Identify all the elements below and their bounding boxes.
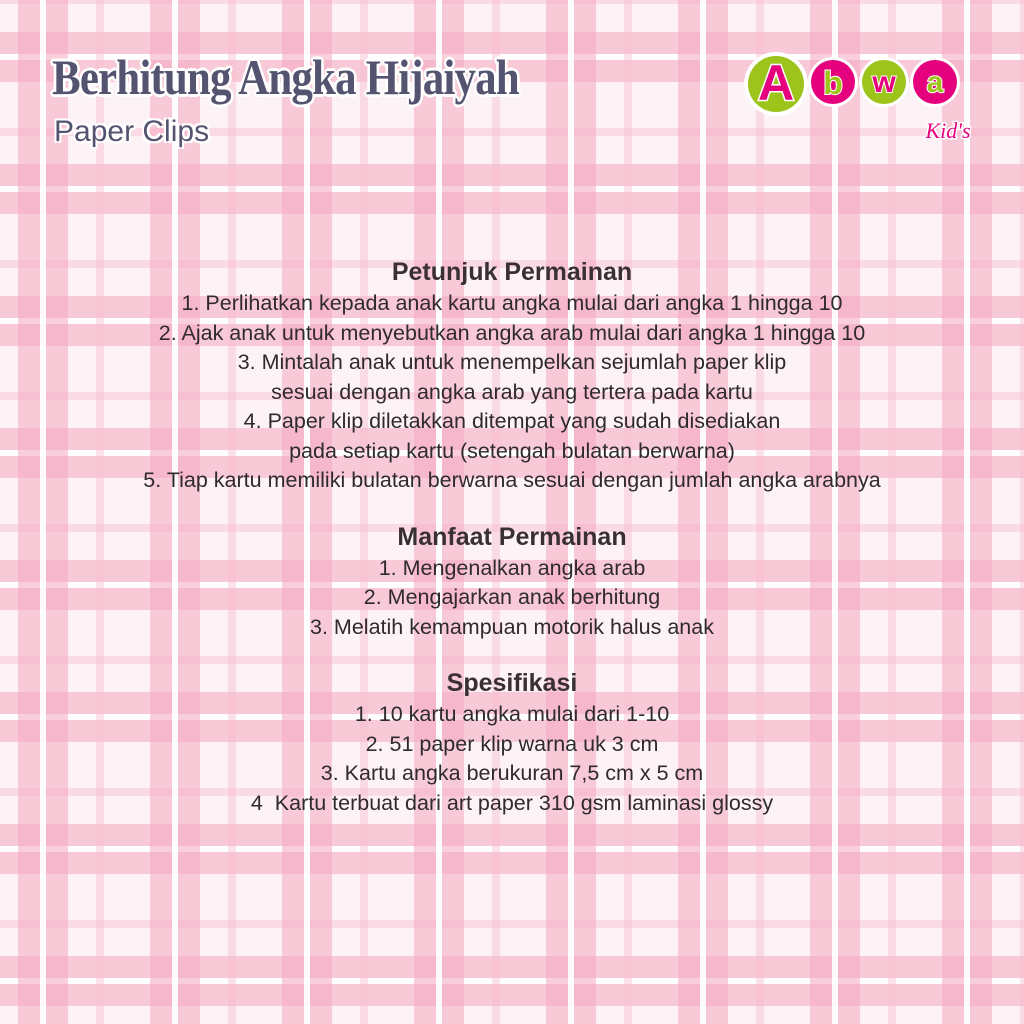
- logo-letter-a-lower: [910, 57, 960, 107]
- section-heading: Manfaat Permainan: [397, 522, 627, 551]
- section-heading: Spesifikasi: [446, 669, 578, 697]
- info-content: [0, 255, 1024, 842]
- list-item: 1. 10 kartu angka mulai dari 1-10: [354, 702, 670, 726]
- svg-text:A: A: [757, 55, 795, 111]
- list-item: 2. 51 paper klip warna uk 3 cm: [365, 731, 659, 756]
- list-item: 4 Kartu terbuat dari art paper 310 gsm laminasi glossy: [250, 790, 774, 815]
- section-manfaat: [0, 520, 1024, 643]
- section-spesifikasi: [0, 666, 1024, 818]
- list-item: sesuai dengan angka arab yang tertera pada kartu: [271, 379, 753, 404]
- section-petunjuk: [0, 255, 1024, 496]
- list-item: 2. Mengajarkan anak berhitung: [363, 585, 661, 609]
- abwa-kids-logo: [740, 42, 972, 152]
- section-heading: Petunjuk Permainan: [391, 258, 633, 286]
- list-item: 3. Mintalah anak untuk menempelkan sejumlah paper klip: [237, 350, 787, 374]
- list-item: 2. Ajak anak untuk menyebutkan angka arab mulai dari angka 1 hingga 10: [158, 320, 866, 345]
- list-item: 1. Mengenalkan angka arab: [378, 555, 646, 580]
- logo-letter-b: [808, 57, 858, 107]
- list-item: 1. Perlihatkan kepada anak kartu angka mulai dari angka 1 hingga 10: [181, 291, 843, 315]
- logo-tagline: Kid's: [925, 118, 971, 143]
- list-item: 3. Melatih kemampuan motorik halus anak: [310, 614, 714, 639]
- list-item: pada setiap kartu (setengah bulatan berwarna): [289, 438, 735, 463]
- page-title: Berhitung Angka Hijaiyah: [52, 49, 519, 105]
- list-item: 3. Kartu angka berukuran 7,5 cm x 5 cm: [320, 761, 704, 785]
- list-item: 4. Paper klip diletakkan ditempat yang sudah disediakan: [243, 409, 781, 433]
- page-subtitle: Paper Clips: [54, 115, 210, 148]
- svg-text:a: a: [926, 66, 944, 99]
- logo-letter-w: [859, 57, 909, 107]
- logo-letter-a-upper: [744, 52, 808, 116]
- list-item: 5. Tiap kartu memiliki bulatan berwarna sesuai dengan jumlah angka arabnya: [143, 468, 881, 492]
- svg-text:b: b: [823, 65, 843, 101]
- svg-text:w: w: [872, 66, 896, 99]
